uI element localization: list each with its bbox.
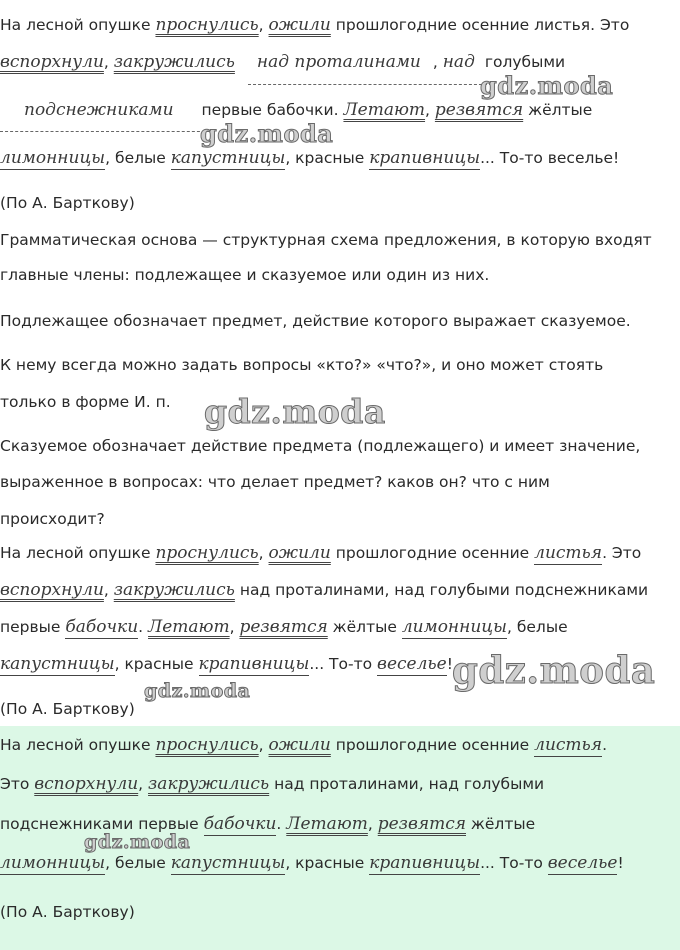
predicate-word: Летают [286,814,368,834]
subject-word: лимонницы [401,617,507,637]
theory-text: только в форме И. п. [0,393,171,411]
theory-text: выраженное в вопросах: что делает предмет? каков он? что с ним [0,473,550,491]
predicate-word: Летают [343,100,426,120]
subject-word: бабочки [65,617,139,637]
predicate-word: вспорхнули [34,774,139,794]
subject-word: крапивницы [369,853,481,873]
predicate-word: резвятся [434,100,524,120]
block1-line3: подснежниками первые бабочки. Летают, резвятся жёлтые [24,100,593,120]
subject-word: крапивницы [198,654,310,674]
subject-word: листья [534,735,603,755]
predicate-word: закружились [113,580,235,600]
watermark-logo: gdz.moda [200,119,334,148]
theory-text: К нему всегда можно задать вопросы «кто?» «что?», и оно может стоять [0,356,604,374]
adverbial-dash-underline [248,84,492,85]
adverbial-dash-underline [0,131,210,132]
predicate-word: проснулись [155,15,259,35]
subject-word: веселье [547,853,618,873]
predicate-word: закружились [148,774,270,794]
theory-text: Подлежащее обозначает предмет, действие которого выражает сказуемое. [0,312,631,330]
subject-word: капустницы [170,148,286,168]
adverbial-phrase: подснежниками [24,100,174,120]
watermark-logo: gdz.moda [204,392,386,431]
source-attribution: (По А. Барткову) [0,700,135,718]
subject-word: бабочки [203,814,277,834]
block1-line4: лимонницы, белые капустницы, красные крапивницы... То-то веселье! [0,148,620,168]
predicate-word: ожили [268,543,331,563]
predicate-word: вспорхнули [0,52,104,72]
block3-line2: Это вспорхнули, закружились над проталинами, над голубыми [0,774,545,794]
adverbial-phrase: над проталинами [256,52,421,72]
predicate-word: закружились [113,52,235,72]
source-attribution: (По А. Барткову) [0,194,135,212]
predicate-word: вспорхнули [0,580,104,600]
subject-word: лимонницы [0,148,106,168]
theory-text: главные члены: подлежащее и сказуемое или один из них. [0,266,490,284]
subject-word: капустницы [0,654,115,674]
theory-text: Сказуемое обозначает действие предмета (подлежащего) и имеет значение, [0,437,641,455]
theory-text: Грамматическая основа — структурная схема предложения, в которую входят [0,231,652,249]
watermark-logo: gdz.moda [480,71,614,100]
watermark-logo: gdz.moda [84,831,191,853]
watermark-logo: gdz.moda [144,680,251,702]
block3-line3: подснежниками первые бабочки. Летают, резвятся жёлтые [0,814,536,834]
block1-line1: На лесной опушке проснулись, ожили прошлогодние осенние листья. Это [0,15,630,35]
block2-line1: На лесной опушке проснулись, ожили прошлогодние осенние листья. Это [0,543,642,563]
adverbial-phrase: над [442,52,475,72]
subject-word: листья [534,543,603,563]
block2-line4: капустницы, красные крапивницы... То-то веселье! [0,654,453,674]
subject-word: капустницы [170,853,286,873]
watermark-logo: gdz.moda [452,648,656,692]
subject-word: лимонницы [0,853,106,873]
predicate-word: ожили [268,735,331,755]
predicate-word: Летают [148,617,230,637]
predicate-word: ожили [268,15,331,35]
block3-line1: На лесной опушке проснулись, ожили прошлогодние осенние листья. [0,735,608,755]
theory-text: происходит? [0,510,105,528]
predicate-word: резвятся [377,814,466,834]
block3-line4: лимонницы, белые капустницы, красные крапивницы... То-то веселье! [0,853,624,873]
predicate-word: резвятся [239,617,328,637]
subject-word: веселье [377,654,447,674]
block2-line3: первые бабочки. Летают, резвятся жёлтые лимонницы, белые [0,617,568,637]
source-attribution: (По А. Барткову) [0,903,135,921]
block1-line2: вспорхнули, закружились над проталинами , над голубыми [0,52,566,72]
block2-line2: вспорхнули, закружились над проталинами, над голубыми подснежниками [0,580,649,600]
predicate-word: проснулись [155,543,259,563]
predicate-word: проснулись [155,735,259,755]
subject-word: крапивницы [369,148,481,168]
